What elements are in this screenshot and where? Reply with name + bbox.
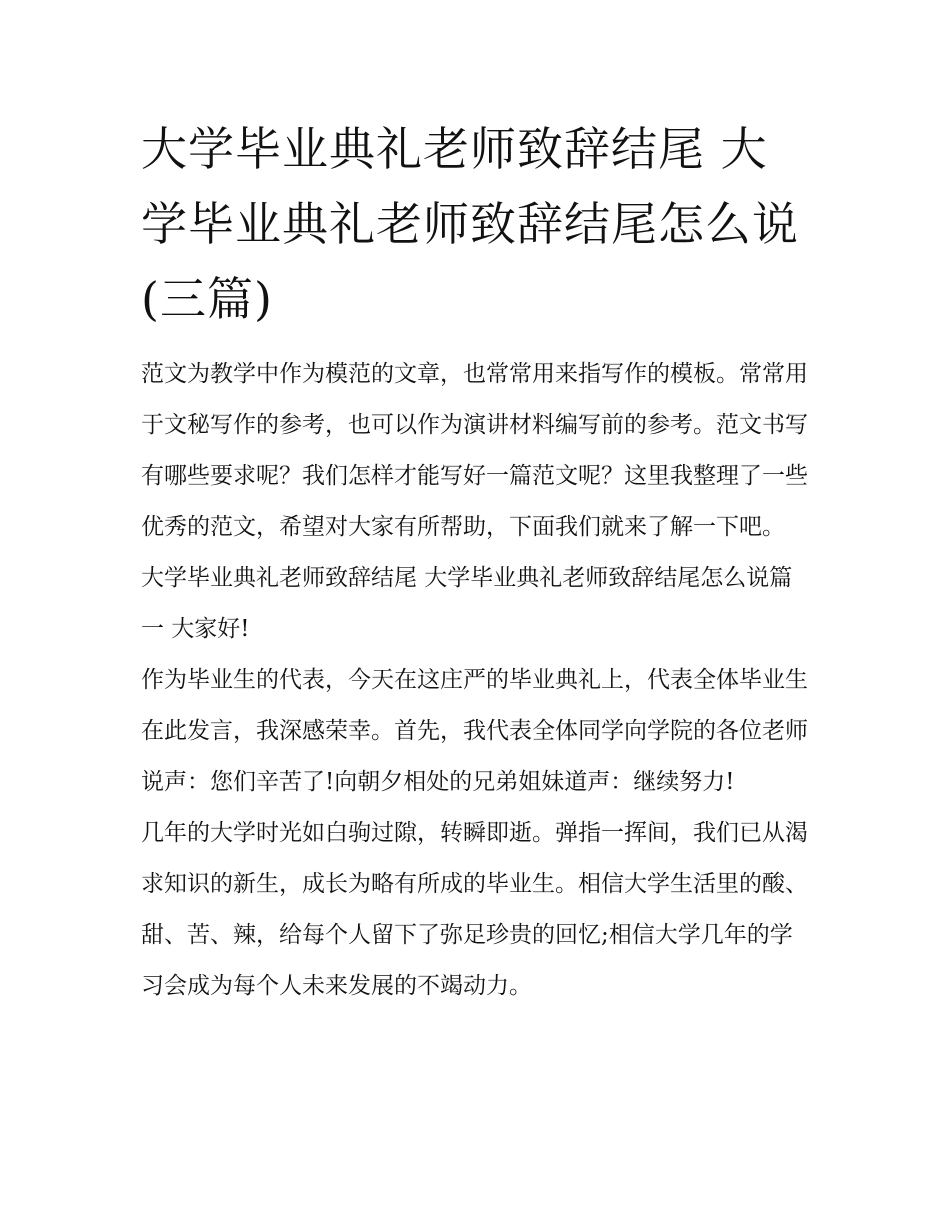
document-body [141,112,813,1012]
document-title: 大学毕业典礼老师致辞结尾 大学毕业典礼老师致辞结尾怎么说(三篇) [141,122,799,326]
body-paragraph: 几年的大学时光如白驹过隙，转瞬即逝。弹指一挥间，我们已从渴求知识的新生，成长为略有所成的毕业生。相信大学生活里的酸、甜、苦、辣，给每个人留下了弥足珍贵的回忆;相信大学几年的学习会成为每个人未来发展的不竭动力。 [141,820,808,999]
intro-paragraph: 范文为教学中作为模范的文章，也常常用来指写作的模板。常常用于文秘写作的参考，也可以作为演讲材料编写前的参考。范文书写有哪些要求呢？我们怎样才能写好一篇范文呢？这里我整理了一些优秀的范文，希望对大家有所帮助，下面我们就来了解一下吧。 [141,361,808,540]
body-paragraph: 作为毕业生的代表，今天在这庄严的毕业典礼上，代表全体毕业生在此发言，我深感荣幸。首先，我代表全体同学向学院的各位老师说声：您们辛苦了!向朝夕相处的兄弟姐妹道声：继续努力! [141,667,808,795]
section-heading-paragraph: 大学毕业典礼老师致辞结尾 大学毕业典礼老师致辞结尾怎么说篇一 大家好! [141,565,793,642]
